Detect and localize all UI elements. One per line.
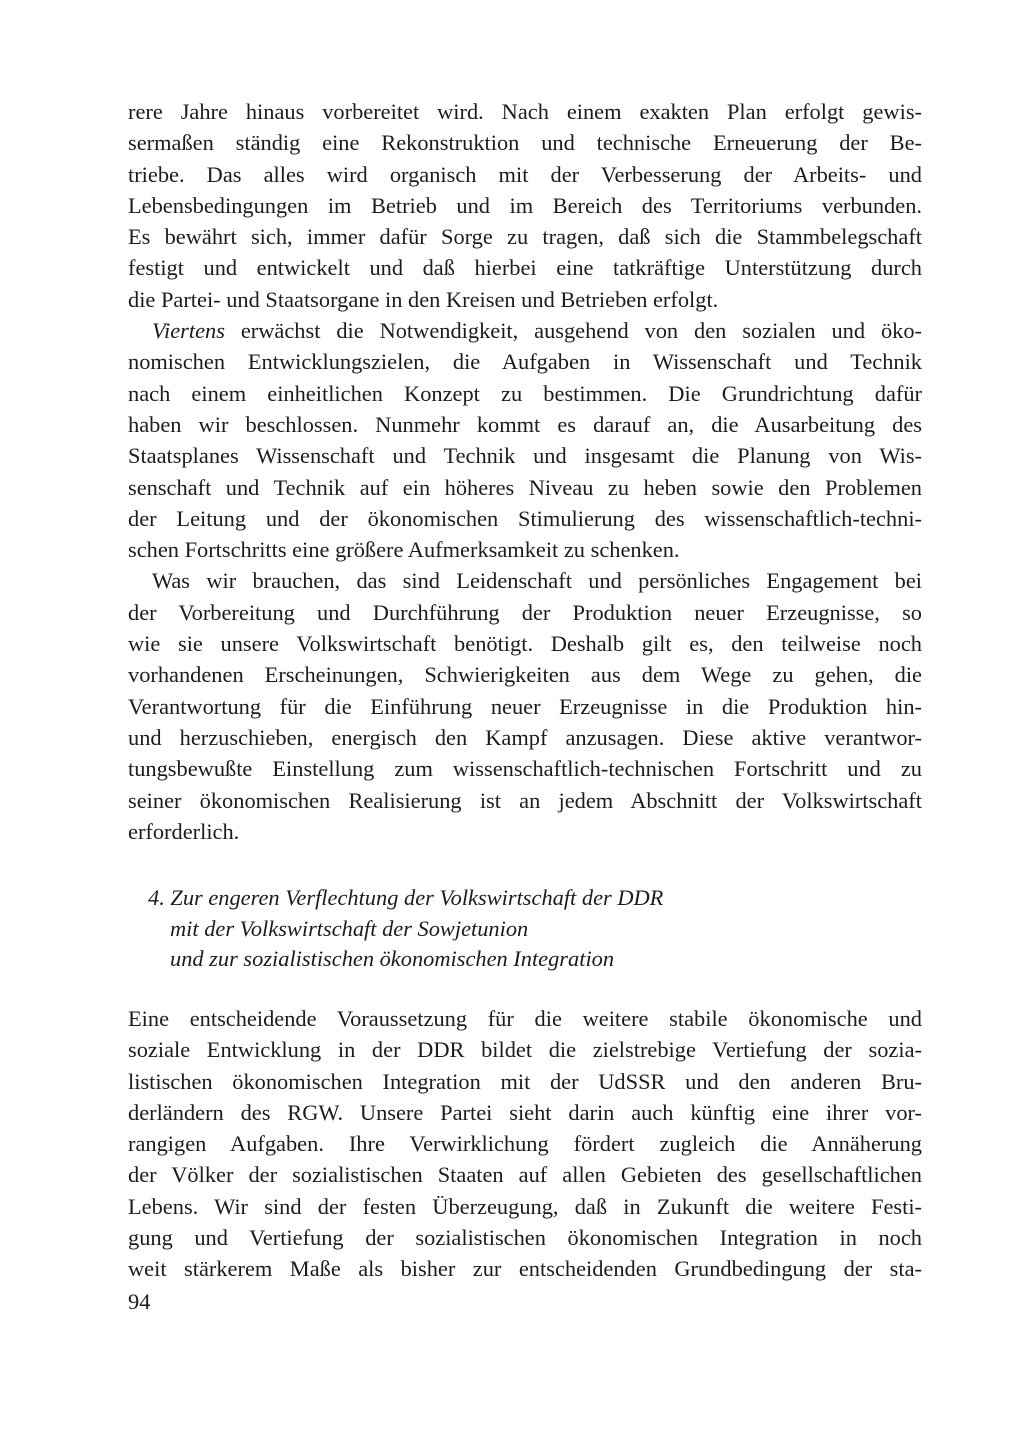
text-line: schen Fortschritts eine größere Aufmerksamkeit zu schenken. <box>128 537 680 563</box>
text-line: seiner ökonomischen Realisierung ist an jedem Abschnitt der Volkswirtschaft <box>128 787 922 813</box>
text-line: Lebens. Wir sind der festen Überzeugung, daß in Zukunft die weitere Festi- <box>128 1193 922 1219</box>
text-line: haben wir beschlossen. Nunmehr kommt es darauf an, die Ausarbeitung des <box>128 411 922 437</box>
text-line: Verantwortung für die Einführung neuer Erzeugnisse in die Produktion hin- <box>128 693 922 719</box>
section-heading <box>148 883 788 975</box>
text-line: wie sie unsere Volkswirtschaft benötigt. Deshalb gilt es, den teilweise noch <box>128 631 922 657</box>
text-line: gung und Vertiefung der sozialistischen ökonomischen Integration in noch <box>128 1225 922 1251</box>
text-line: der Völker der sozialistischen Staaten auf allen Gebieten des gesellschaftlichen <box>128 1162 922 1188</box>
text-line: erforderlich. <box>128 818 240 844</box>
text-line: nomischen Entwicklungszielen, die Aufgaben in Wissenschaft und Technik <box>128 349 922 375</box>
text-line: derländern des RGW. Unsere Partei sieht darin auch künftig eine ihrer vor- <box>128 1099 922 1125</box>
section-heading-line: und zur sozialistischen ökonomischen Integration <box>170 946 615 971</box>
text-line: rangigen Aufgaben. Ihre Verwirklichung fördert zugleich die Annäherung <box>128 1131 922 1157</box>
text-line: Eine entscheidende Voraussetzung für die weitere stabile ökonomische und <box>128 1006 922 1031</box>
emphasis-viertens: Viertens <box>152 318 225 344</box>
text-line: rere Jahre hinaus vorbereitet wird. Nach einem exakten Plan erfolgt gewis- <box>128 99 922 124</box>
text-line-rest: erwächst die Notwendigkeit, ausgehend von den sozialen und öko- <box>224 318 922 344</box>
paragraph-continuation <box>128 96 922 315</box>
text-line: soziale Entwicklung in der DDR bildet die zielstrebige Vertiefung der sozia- <box>128 1037 922 1063</box>
paragraph-integration <box>128 1003 922 1285</box>
text-line: Staatsplanes Wissenschaft und Technik und insgesamt die Planung von Wis- <box>128 443 922 469</box>
text-line: senschaft und Technik auf ein höheres Niveau zu heben sowie den Problemen <box>128 474 922 500</box>
text-line: weit stärkerem Maße als bisher zur entscheidenden Grundbedingung der sta- <box>128 1256 922 1282</box>
text-line: Lebensbedingungen im Betrieb und im Bereich des Territoriums verbunden. <box>128 192 922 218</box>
text-line: sermaßen ständig eine Rekonstruktion und technische Erneuerung der Be- <box>128 130 922 156</box>
text-line: der Leitung und der ökonomischen Stimulierung des wissenschaftlich-techni- <box>128 505 922 531</box>
paragraph-engagement <box>128 565 922 847</box>
text-line: nach einem einheitlichen Konzept zu bestimmen. Die Grundrichtung dafür <box>128 380 922 406</box>
text-line: die Partei- und Staatsorgane in den Kreisen und Betrieben erfolgt. <box>128 286 719 312</box>
text-line: triebe. Das alles wird organisch mit der Verbesserung der Arbeits- und <box>128 161 922 187</box>
text-line: der Vorbereitung und Durchführung der Produktion neuer Erzeugnisse, so <box>128 599 922 625</box>
page-number: 94 <box>128 1289 151 1314</box>
text-line: festigt und entwickelt und daß hierbei eine tatkräftige Unterstützung durch <box>128 255 922 281</box>
text-line: Was wir brauchen, das sind Leidenschaft und persönliches Engagement bei <box>152 568 922 594</box>
section-heading-line: mit der Volkswirtschaft der Sowjetunion <box>170 915 529 941</box>
text-line: und herzuschieben, energisch den Kampf anzusagen. Diese aktive verantwor- <box>128 724 922 750</box>
text-line: tungsbewußte Einstellung zum wissenschaftlich-technischen Fortschritt und zu <box>128 756 922 782</box>
section-heading-line: 4. Zur engeren Verflechtung der Volkswirtschaft der DDR <box>148 885 664 910</box>
text-line: Es bewährt sich, immer dafür Sorge zu tragen, daß sich die Stammbelegschaft <box>128 224 922 250</box>
text-line: vorhandenen Erscheinungen, Schwierigkeiten aus dem Wege zu gehen, die <box>128 662 922 688</box>
page-body <box>128 96 922 847</box>
text-line <box>128 315 922 346</box>
text-line: listischen ökonomischen Integration mit der UdSSR und den anderen Bru- <box>128 1068 922 1094</box>
paragraph-viertens <box>128 315 922 565</box>
